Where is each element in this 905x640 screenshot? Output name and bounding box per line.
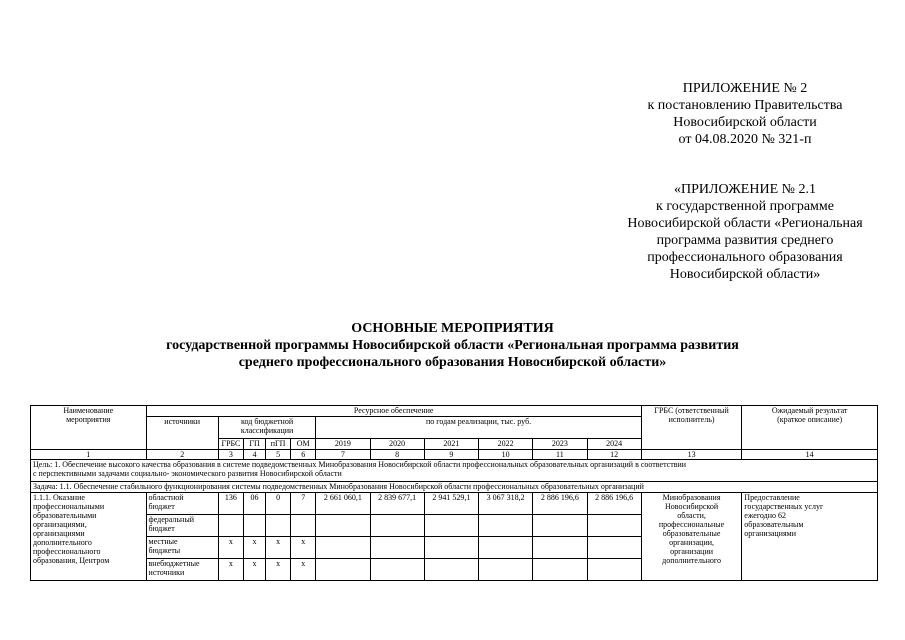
source-cell: местные бюджеты	[146, 537, 218, 559]
code-grbs-cell	[218, 515, 243, 537]
column-number: 5	[266, 450, 291, 460]
appendix-2-1-line: профессионального образования	[647, 250, 843, 265]
column-number: 2	[146, 450, 218, 460]
code-gp-cell: 06	[243, 493, 265, 515]
header-year: 2020	[370, 439, 424, 450]
code-om-cell: x	[291, 559, 316, 581]
header-year: 2023	[533, 439, 587, 450]
appendix-2-line: ПРИЛОЖЕНИЕ № 2	[682, 81, 808, 96]
executor-cell: Минобразования Новосибирской области, профессиональные образовательные организации, организации дополнительного	[641, 493, 741, 581]
year-value-cell	[424, 515, 478, 537]
year-value-cell: 2 886 196,6	[533, 493, 587, 515]
header-expected-result: Ожидаемый результат (краткое описание)	[742, 406, 878, 450]
source-cell: федеральный бюджет	[146, 515, 218, 537]
column-number: 7	[316, 450, 370, 460]
year-value-cell	[370, 559, 424, 581]
year-value-cell	[479, 537, 533, 559]
year-value-cell	[533, 537, 587, 559]
code-grbs-cell: x	[218, 537, 243, 559]
code-gp-cell	[243, 515, 265, 537]
table-row	[31, 493, 878, 515]
header-code-pgp: пГП	[266, 439, 291, 450]
code-pgp-cell	[266, 515, 291, 537]
year-value-cell	[316, 537, 370, 559]
source-cell: внебюджетные источники	[146, 559, 218, 581]
appendix-2-1-line: к государственной программе	[656, 199, 834, 214]
year-value-cell	[479, 559, 533, 581]
title-line: среднего профессионального образования Новосибирской области»	[238, 355, 667, 370]
header-code-om: ОМ	[291, 439, 316, 450]
year-value-cell: 2 941 529,1	[424, 493, 478, 515]
header-code-grbs: ГРБС	[218, 439, 243, 450]
year-value-cell	[533, 515, 587, 537]
column-number: 9	[424, 450, 478, 460]
column-number: 6	[291, 450, 316, 460]
header-grbs: ГРБС (ответственный исполнитель)	[641, 406, 741, 450]
code-om-cell	[291, 515, 316, 537]
code-pgp-cell: x	[266, 559, 291, 581]
column-number: 13	[641, 450, 741, 460]
column-number: 3	[218, 450, 243, 460]
column-number-row	[31, 450, 878, 460]
title-line: государственной программы Новосибирской области «Региональная программа развития	[166, 338, 739, 353]
appendix-2-line: Новосибирской области	[673, 115, 817, 130]
column-number: 4	[243, 450, 265, 460]
header-code-gp: ГП	[243, 439, 265, 450]
measures-table	[30, 405, 878, 581]
task-row: Задача: 1.1. Обеспечение стабильного функционирования системы подведомственных Минобразования Новосибирской области профессиональных образовательных организаций	[31, 482, 878, 493]
header-year: 2024	[587, 439, 641, 450]
code-om-cell: 7	[291, 493, 316, 515]
code-grbs-cell: 136	[218, 493, 243, 515]
code-pgp-cell: x	[266, 537, 291, 559]
header-by-years: по годам реализации, тыс. руб.	[316, 417, 642, 439]
appendix-2-1-line: Новосибирской области «Региональная	[627, 216, 863, 231]
year-value-cell	[424, 537, 478, 559]
header-measure-name: Наименование мероприятия	[31, 406, 147, 450]
appendix-2-1-header	[590, 181, 900, 283]
header-year: 2022	[479, 439, 533, 450]
goal-row: Цель: 1. Обеспечение высокого качества образования в системе подведомственных Минобразования Новосибирской области профессиональных образовательных организаций в соответствии с перспективными задачами социально- экономического развития Новосибирской области	[31, 460, 878, 482]
year-value-cell: 2 661 060,1	[316, 493, 370, 515]
appendix-2-1-line: Новосибирской области»	[669, 267, 821, 282]
column-number: 10	[479, 450, 533, 460]
year-value-cell: 3 067 318,2	[479, 493, 533, 515]
expected-result-cell: Предоставление государственных услуг ежегодно 62 образовательным организациями	[742, 493, 878, 581]
code-grbs-cell: x	[218, 559, 243, 581]
year-value-cell	[587, 537, 641, 559]
year-value-cell	[587, 559, 641, 581]
column-number: 8	[370, 450, 424, 460]
column-number: 14	[742, 450, 878, 460]
year-value-cell	[479, 515, 533, 537]
year-value-cell	[587, 515, 641, 537]
year-value-cell	[316, 515, 370, 537]
year-value-cell	[370, 515, 424, 537]
code-om-cell: x	[291, 537, 316, 559]
header-budget-code: код бюджетной классификации	[218, 417, 315, 439]
year-value-cell	[316, 559, 370, 581]
header-year: 2021	[424, 439, 478, 450]
column-number: 11	[533, 450, 587, 460]
title-line: ОСНОВНЫЕ МЕРОПРИЯТИЯ	[351, 321, 554, 336]
appendix-2-line: от 04.08.2020 № 321-п	[678, 132, 812, 147]
document-title	[0, 320, 905, 371]
header-resources: Ресурсное обеспечение	[146, 406, 641, 417]
measure-name-cell: 1.1.1. Оказание профессиональными образовательными организациями, организациями дополнительного профессионального образования, Центром	[31, 493, 147, 581]
header-year: 2019	[316, 439, 370, 450]
column-number: 12	[587, 450, 641, 460]
year-value-cell	[533, 559, 587, 581]
appendix-2-line: к постановлению Правительства	[647, 98, 843, 113]
appendix-2-1-line: программа развития среднего	[656, 233, 834, 248]
header-sources: источники	[146, 417, 218, 450]
year-value-cell	[370, 537, 424, 559]
year-value-cell: 2 886 196,6	[587, 493, 641, 515]
source-cell: областной бюджет	[146, 493, 218, 515]
code-gp-cell: x	[243, 537, 265, 559]
appendix-2-1-line: «ПРИЛОЖЕНИЕ № 2.1	[674, 182, 816, 197]
year-value-cell	[424, 559, 478, 581]
appendix-2-header	[600, 80, 890, 148]
column-number: 1	[31, 450, 147, 460]
year-value-cell: 2 839 677,1	[370, 493, 424, 515]
code-gp-cell: x	[243, 559, 265, 581]
code-pgp-cell: 0	[266, 493, 291, 515]
